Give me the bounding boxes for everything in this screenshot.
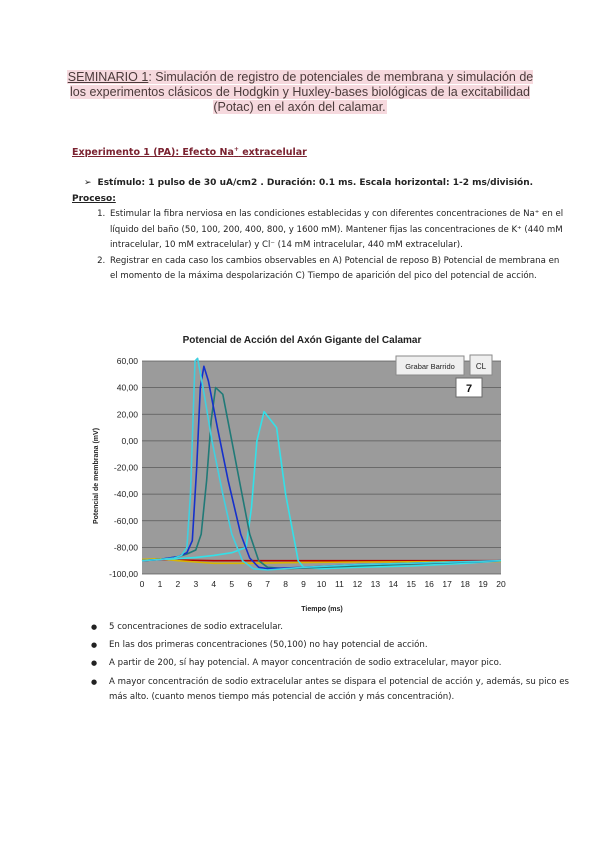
list-item: ● A partir de 200, sí hay potencial. A mayor concentración de sodio extracelular, mayor pico.: [109, 656, 569, 671]
title-label: SEMINARIO 1: [67, 70, 149, 84]
chart-title: Potencial de Acción del Axón Gigante del Calamar: [182, 335, 422, 346]
arrow-bullet-icon: ➢: [84, 178, 92, 188]
x-tick-label: 2: [175, 579, 181, 589]
experiment-heading-text: Experimento 1 (PA): Efecto Na: [72, 147, 234, 159]
x-tick-label: 9: [301, 579, 306, 589]
observations-list: [72, 620, 569, 708]
title-text: : Simulación de registro de potenciales de membrana y simulación de los experimentos clásicos de Hodgkin y Huxley-bases biológicas de la excitabilidad (Potac) en el axón del calamar.: [70, 70, 534, 114]
clear-button-label: CL: [475, 362, 487, 371]
stimulus-line: [84, 178, 533, 188]
x-tick-label: 14: [388, 579, 399, 589]
stimulus-text: Estímulo: 1 pulso de 30 uA/cm2 . Duración: 0.1 ms. Escala horizontal: 1-2 ms/división.: [97, 178, 534, 188]
x-tick-label: 6: [247, 579, 253, 589]
x-tick-label: 3: [193, 579, 199, 589]
save-sweep-button-label: Grabar Barrido: [405, 362, 455, 371]
x-tick-label: 18: [460, 579, 470, 589]
experiment-heading-suffix: extracelular: [238, 147, 307, 159]
x-tick-label: 7: [265, 579, 271, 589]
y-axis-label: Potencial de membrana (mV): [93, 427, 100, 525]
x-tick-label: 10: [316, 579, 327, 589]
y-tick-labels: [109, 356, 138, 579]
process-steps: [72, 207, 568, 285]
x-tick-label: 17: [442, 579, 452, 589]
x-tick-label: 4: [211, 579, 217, 589]
y-tick-label: -20,00: [113, 462, 138, 473]
action-potential-chart: [76, 326, 524, 616]
save-sweep-button[interactable]: [396, 356, 464, 375]
process-step: 2. Registrar en cada caso los cambios observables en A) Potencial de reposo B) Potencial de membrana en el momento de la máxima despolarización C) Tiempo de aparición del pico del potencial de acción.: [108, 254, 568, 285]
y-tick-label: -60,00: [113, 515, 138, 526]
y-tick-label: 0,00: [121, 435, 138, 446]
y-tick-label: 20,00: [116, 409, 138, 420]
x-tick-label: 5: [229, 579, 235, 589]
page-title: [60, 70, 540, 115]
experiment-heading: [72, 146, 307, 158]
y-tick-label: -80,00: [113, 542, 138, 553]
x-tick-label: 20: [496, 579, 506, 589]
y-tick-label: 60,00: [116, 356, 138, 366]
x-tick-label: 13: [370, 579, 381, 589]
chart-svg: [76, 326, 524, 616]
x-tick-labels: [140, 579, 506, 589]
x-tick-label: 19: [478, 579, 488, 589]
list-item: ● 5 concentraciones de sodio extracelular.: [109, 620, 569, 635]
process-step: 1. Estimular la fibra nerviosa en las condiciones establecidas y con diferentes concentraciones de Na⁺ en el líquido del baño (50, 100, 200, 400, 800, y 1600 mM). Mantener fijas las concentraciones de K⁺ (440 mM intracelular, 10 mM extracelular) y Cl⁻ (14 mM intracelular, 440 mM extracelular).: [108, 207, 568, 254]
sweep-counter: [456, 378, 482, 397]
x-tick-label: 11: [335, 579, 344, 589]
clear-button[interactable]: [470, 355, 492, 375]
list-item: ● En las dos primeras concentraciones (50,100) no hay potencial de acción.: [109, 638, 569, 653]
y-tick-label: -100,00: [109, 569, 138, 579]
y-tick-label: -40,00: [113, 489, 138, 500]
list-item: ● A mayor concentración de sodio extracelular antes se dispara el potencial de acción y, además, su pico es más alto. (cuanto menos tiempo más potencial de acción y más concentración).: [109, 675, 569, 705]
experiment-heading-sup: +: [233, 146, 239, 153]
x-tick-label: 8: [283, 579, 288, 589]
x-tick-label: 12: [352, 579, 363, 589]
y-tick-label: 40,00: [116, 382, 138, 393]
x-tick-label: 0: [139, 579, 145, 589]
process-heading: Proceso:: [72, 194, 116, 204]
x-tick-label: 15: [406, 579, 416, 589]
x-axis-label: Tiempo (ms): [301, 606, 343, 613]
x-tick-label: 16: [424, 579, 434, 589]
sweep-counter-value: 7: [465, 383, 473, 395]
x-tick-label: 1: [157, 579, 163, 589]
